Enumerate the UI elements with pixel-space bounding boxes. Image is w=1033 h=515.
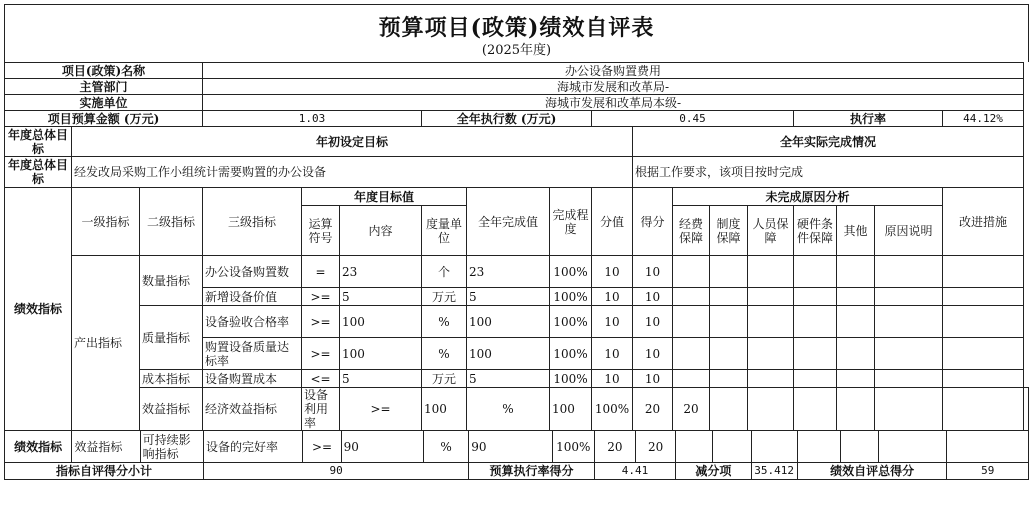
empty-cell — [875, 256, 943, 288]
table-row — [5, 306, 1029, 338]
empty-cell — [837, 256, 875, 288]
empty-cell — [943, 338, 1024, 370]
indicator-content: 90 — [341, 431, 423, 463]
indicator-name: 设备的完好率 — [203, 431, 302, 463]
indicator-content: 23 — [340, 256, 422, 288]
empty-cell — [840, 431, 878, 463]
empty-cell — [673, 306, 710, 338]
indicator-score: 10 — [592, 338, 633, 370]
form-title: 预算项目(政策)绩效自评表 — [378, 15, 655, 41]
evaluation-table — [4, 62, 1029, 431]
operator-header: 运算符号 — [302, 206, 340, 256]
empty-cell — [794, 256, 837, 288]
empty-cell — [794, 338, 837, 370]
unit-header: 度量单位 — [422, 206, 467, 256]
indicator-full-year: 100 — [550, 388, 592, 431]
hardware-header: 硬件条件保障 — [794, 206, 837, 256]
empty-cell — [797, 431, 840, 463]
form-year: (2025年度) — [481, 43, 552, 58]
empty-cell — [710, 388, 748, 431]
empty-cell — [875, 338, 943, 370]
indicator-score: 10 — [592, 306, 633, 338]
sustain-indicator-group: 可持续影响指标 — [140, 431, 203, 463]
empty-cell — [751, 431, 797, 463]
table-row — [5, 256, 1029, 288]
empty-cell — [748, 288, 794, 306]
indicator-unit: % — [424, 431, 469, 463]
empty-cell — [943, 388, 1024, 431]
executed-label: 全年执行数 (万元) — [422, 111, 592, 127]
benefit-indicator-group: 效益指标 — [140, 388, 203, 431]
total-value: 59 — [947, 463, 1029, 480]
indicator-name: 新增设备价值 — [203, 288, 302, 306]
empty-cell — [673, 288, 710, 306]
empty-cell — [943, 288, 1024, 306]
system-header: 制度保障 — [710, 206, 748, 256]
quantity-indicator-group: 数量指标 — [140, 256, 203, 306]
unit-value: 海城市发展和改革局本级- — [203, 95, 1024, 111]
indicator-full-year: 100 — [467, 338, 550, 370]
empty-cell — [748, 306, 794, 338]
indicator-content: 100 — [340, 338, 422, 370]
indicator-operator: >= — [340, 388, 422, 431]
empty-cell — [1024, 388, 1029, 431]
empty-cell — [947, 431, 1029, 463]
dept-label: 主管部门 — [5, 79, 203, 95]
indicator-score: 10 — [592, 288, 633, 306]
completion-header: 完成程度 — [550, 188, 592, 256]
indicator-operator: <= — [302, 370, 340, 388]
table-row — [5, 388, 1029, 431]
subtotal-value: 90 — [203, 463, 468, 480]
actual-completion-label: 全年实际完成情况 — [633, 127, 1024, 157]
indicator-full-year: 5 — [467, 288, 550, 306]
indicator-name: 购置设备质量达标率 — [203, 338, 302, 370]
indicator-completion: 100% — [550, 288, 592, 306]
got-header: 得分 — [633, 188, 673, 256]
table-row — [5, 431, 1029, 463]
empty-cell — [837, 288, 875, 306]
empty-cell — [673, 370, 710, 388]
indicator-name: 设备利用率 — [302, 388, 340, 431]
evaluation-form — [4, 4, 1029, 480]
level1-header: 一级指标 — [72, 188, 140, 256]
level3-header: 三级指标 — [203, 188, 302, 256]
empty-cell — [748, 256, 794, 288]
annual-target-header: 年度目标值 — [302, 188, 467, 206]
indicator-full-year: 100 — [467, 306, 550, 338]
cost-indicator-group: 成本指标 — [140, 370, 203, 388]
empty-cell — [837, 306, 875, 338]
indicator-unit: % — [422, 306, 467, 338]
empty-cell — [875, 306, 943, 338]
indicator-name: 设备验收合格率 — [203, 306, 302, 338]
indicator-unit: 万元 — [422, 288, 467, 306]
indicator-full-year: 23 — [467, 256, 550, 288]
actual-completion-text: 根据工作要求，该项目按时完成 — [633, 157, 1024, 188]
budget-label: 项目预算金额 (万元) — [5, 111, 203, 127]
total-label: 绩效自评总得分 — [797, 463, 947, 480]
indicator-full-year: 90 — [469, 431, 552, 463]
reason-header: 原因说明 — [875, 206, 943, 256]
empty-cell — [837, 370, 875, 388]
indicator-score: 10 — [592, 256, 633, 288]
indicator-unit: % — [422, 338, 467, 370]
title-area — [4, 4, 1029, 62]
other-header: 其他 — [837, 206, 875, 256]
indicator-full-year: 5 — [467, 370, 550, 388]
perf-indicator-group-2: 绩效指标 — [5, 431, 72, 463]
indicator-completion: 100% — [550, 306, 592, 338]
empty-cell — [748, 338, 794, 370]
quality-indicator-group: 质量指标 — [140, 306, 203, 370]
indicator-got: 10 — [633, 306, 673, 338]
exec-rate-value: 44.12% — [943, 111, 1024, 127]
indicator-got: 10 — [633, 256, 673, 288]
indicator-score: 10 — [592, 370, 633, 388]
unit-label: 实施单位 — [5, 95, 203, 111]
budget-value: 1.03 — [203, 111, 422, 127]
indicator-content: 5 — [340, 370, 422, 388]
indicator-unit: 个 — [422, 256, 467, 288]
indicator-got: 20 — [673, 388, 710, 431]
indicator-completion: 100% — [550, 370, 592, 388]
empty-cell — [748, 370, 794, 388]
full-year-header: 全年完成值 — [467, 188, 550, 256]
empty-cell — [837, 388, 875, 431]
level2-header: 二级指标 — [140, 188, 203, 256]
indicator-content: 100 — [422, 388, 467, 431]
indicator-name: 设备购置成本 — [203, 370, 302, 388]
table-row — [5, 370, 1029, 388]
empty-cell — [713, 431, 751, 463]
empty-cell — [837, 338, 875, 370]
empty-cell — [710, 370, 748, 388]
empty-cell — [875, 388, 943, 431]
staff-header: 人员保障 — [748, 206, 794, 256]
indicator-content: 5 — [340, 288, 422, 306]
executed-value: 0.45 — [592, 111, 794, 127]
empty-cell — [943, 256, 1024, 288]
benefit-indicator-group-2: 效益指标 — [72, 431, 140, 463]
empty-cell — [710, 256, 748, 288]
indicator-operator: >= — [303, 431, 341, 463]
indicator-completion: 100% — [550, 338, 592, 370]
indicator-got: 10 — [633, 288, 673, 306]
indicator-score: 20 — [633, 388, 673, 431]
empty-cell — [673, 338, 710, 370]
empty-cell — [875, 370, 943, 388]
output-indicator-group: 产出指标 — [72, 256, 140, 431]
dept-value: 海城市发展和改革局- — [203, 79, 1024, 95]
empty-cell — [794, 370, 837, 388]
empty-cell — [943, 306, 1024, 338]
indicator-got: 10 — [633, 338, 673, 370]
empty-cell — [710, 338, 748, 370]
unfinished-header: 未完成原因分析 — [673, 188, 943, 206]
indicator-unit: % — [467, 388, 550, 431]
empty-cell — [673, 256, 710, 288]
empty-cell — [794, 388, 837, 431]
funding-header: 经费保障 — [673, 206, 710, 256]
empty-cell — [794, 288, 837, 306]
project-name: 办公设备购置费用 — [203, 63, 1024, 79]
empty-cell — [710, 306, 748, 338]
subtotal-label: 指标自评得分小计 — [5, 463, 204, 480]
initial-goal-label: 年初设定目标 — [72, 127, 633, 157]
indicator-completion: 100% — [592, 388, 633, 431]
indicator-operator: >= — [302, 306, 340, 338]
evaluation-table-bottom — [4, 430, 1029, 480]
empty-cell — [710, 288, 748, 306]
empty-cell — [794, 306, 837, 338]
econ-indicator-group: 经济效益指标 — [203, 388, 302, 431]
indicator-operator: >= — [302, 338, 340, 370]
perf-indicator-group: 绩效指标 — [5, 188, 72, 431]
empty-cell — [748, 388, 794, 431]
indicator-score: 20 — [594, 431, 635, 463]
indicator-operator: >= — [302, 288, 340, 306]
project-name-label: 项目(政策)名称 — [5, 63, 203, 79]
content-header: 内容 — [340, 206, 422, 256]
exec-rate-label: 执行率 — [794, 111, 943, 127]
budget-score-label: 预算执行率得分 — [469, 463, 595, 480]
empty-cell — [943, 370, 1024, 388]
indicator-content: 100 — [340, 306, 422, 338]
empty-cell — [879, 431, 947, 463]
empty-cell — [676, 431, 713, 463]
indicator-completion: 100% — [552, 431, 594, 463]
score-header: 分值 — [592, 188, 633, 256]
budget-score-value: 4.41 — [594, 463, 675, 480]
overall-goal-label-2: 年度总体目标 — [5, 157, 72, 188]
empty-cell — [875, 288, 943, 306]
indicator-unit: 万元 — [422, 370, 467, 388]
deduct-label: 减分项 — [676, 463, 751, 480]
overall-goal-label: 年度总体目标 — [5, 127, 72, 157]
indicator-got: 10 — [633, 370, 673, 388]
improve-header: 改进措施 — [943, 188, 1024, 256]
initial-goal-text: 经发改局采购工作小组统计需要购置的办公设备 — [72, 157, 633, 188]
indicator-got: 20 — [636, 431, 676, 463]
indicator-completion: 100% — [550, 256, 592, 288]
deduct-value: 35.412 — [751, 463, 797, 480]
indicator-name: 办公设备购置数 — [203, 256, 302, 288]
indicator-operator: = — [302, 256, 340, 288]
